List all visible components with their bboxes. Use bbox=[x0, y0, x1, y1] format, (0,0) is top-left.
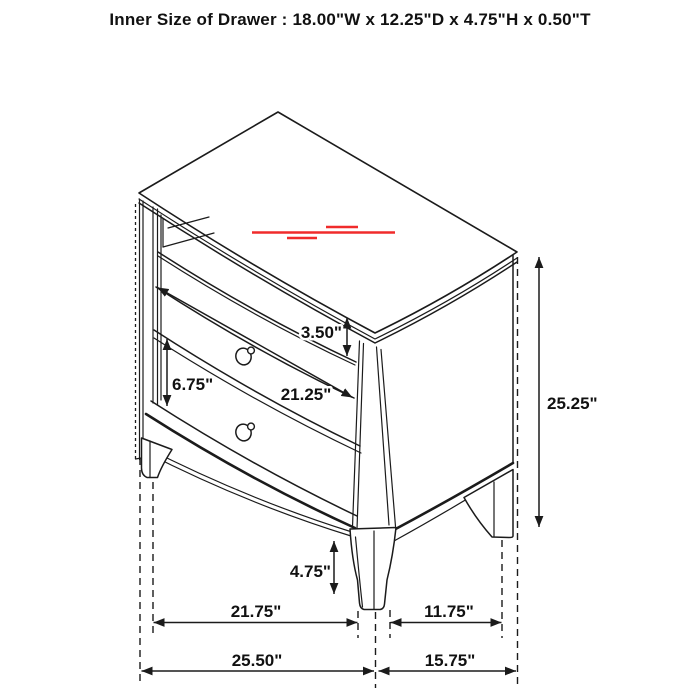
dim-label-overall-depth: 15.75" bbox=[424, 651, 476, 670]
drawer-knob-icon bbox=[234, 422, 254, 442]
dim-front-span bbox=[154, 602, 358, 623]
dim-label-drawer-width: 21.25" bbox=[280, 385, 332, 404]
dim-label-overall-width: 25.50" bbox=[231, 651, 283, 670]
dim-label-leg-height: 4.75" bbox=[289, 562, 331, 581]
dim-overall-height bbox=[539, 257, 598, 527]
left-side-panel bbox=[136, 199, 145, 460]
front-right-stile bbox=[353, 341, 396, 529]
front-left-leg bbox=[142, 438, 173, 478]
dim-label-side-span: 11.75" bbox=[424, 602, 474, 621]
base-rail bbox=[143, 401, 357, 536]
dim-overall-width bbox=[142, 651, 375, 671]
front-center-leg bbox=[350, 528, 396, 610]
dim-label-opening-height: 3.50" bbox=[300, 323, 342, 342]
dim-label-overall-height: 25.25" bbox=[547, 394, 598, 413]
drawer-knob-icon bbox=[234, 346, 254, 366]
top-surface bbox=[139, 112, 517, 333]
dim-drawer-front-height bbox=[167, 339, 213, 406]
dim-label-front-span: 21.75" bbox=[230, 602, 282, 621]
diagram-title: Inner Size of Drawer : 18.00"W x 12.25"D x 4.75"H x 0.50"T bbox=[109, 10, 591, 29]
front-left-stile bbox=[153, 207, 161, 405]
nightstand bbox=[136, 112, 518, 610]
dim-overall-depth bbox=[379, 651, 517, 671]
dim-leg-height bbox=[290, 541, 334, 594]
back-right-leg bbox=[464, 470, 513, 538]
dim-label-drawer-front-height: 6.75" bbox=[172, 375, 214, 394]
dim-side-span bbox=[391, 602, 502, 623]
